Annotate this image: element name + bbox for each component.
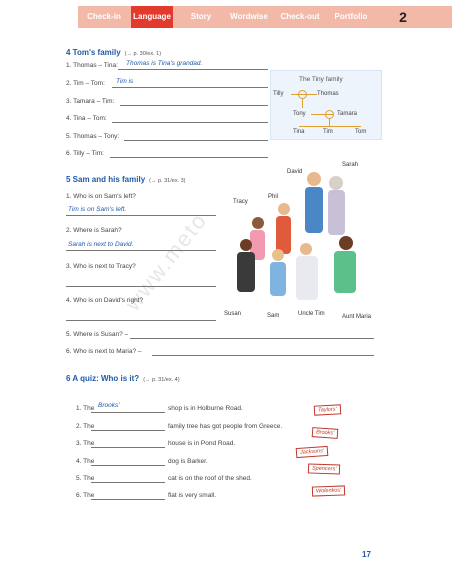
label-susan: Susan [224, 311, 242, 317]
s6-q5-pre: 5. The [76, 475, 95, 482]
s4-a2-line[interactable] [112, 87, 268, 88]
s5-a2: Sarah is next to David. [68, 241, 134, 248]
person-phil [278, 203, 290, 215]
s5-q3: 3. Who is next to Tracy? [66, 263, 136, 270]
s5-q5: 5. Where is Susan? – [66, 331, 129, 338]
s6-q1-post: shop is in Holburne Road. [168, 405, 243, 412]
s6-q4-post: dog is Barker. [168, 458, 208, 465]
section-6-heading [66, 374, 180, 383]
label-phil: Phil [268, 194, 279, 200]
family-photo [228, 163, 364, 315]
s6-a1: Brooks' [98, 402, 120, 409]
s5-a1: Tim is on Sam's left. [68, 206, 127, 213]
tab-language[interactable]: Language [131, 6, 173, 28]
person-susan [240, 239, 252, 251]
s6-q6-post: flat is very small. [168, 492, 217, 499]
person-tracy [252, 217, 264, 229]
s5-q6: 6. Who is next to Maria? – [66, 348, 142, 355]
family-tree-title: The Tiny family [299, 76, 343, 83]
tag-wolenkos: Wolenkos' [312, 485, 346, 496]
section-6-title: 6 A quiz: Who is it? [66, 374, 140, 383]
s6-a2-line[interactable] [91, 430, 165, 431]
top-bar [0, 0, 452, 30]
tree-tamara: Tamara [337, 111, 358, 117]
s6-q6-pre: 6. The [76, 492, 95, 499]
s6-q2-pre: 2. The [76, 423, 95, 430]
s4-a4-line[interactable] [112, 122, 268, 123]
tab-story[interactable]: Story [190, 12, 212, 21]
s4-q3: 3. Tamara – Tim: [66, 98, 115, 105]
family-tree [270, 70, 382, 140]
label-david: David [287, 169, 303, 175]
tab-wordwise[interactable]: Wordwise [230, 12, 268, 21]
section-6-ref: (→ p. 31/ex. 4) [143, 377, 180, 383]
section-4-heading [66, 48, 161, 57]
s6-q1-pre: 1. The [76, 405, 95, 412]
s6-q3-post: house is in Pond Road. [168, 440, 236, 447]
s4-a1-line[interactable] [118, 69, 268, 70]
section-5-title: 5 Sam and his family [66, 175, 146, 184]
s4-q2: 2. Tim – Tom: [66, 80, 105, 87]
s4-q4: 4. Tina – Tom: [66, 115, 107, 122]
s4-a2: Tim is [116, 78, 134, 85]
tag-jacksons: Jacksons' [296, 446, 329, 458]
tree-link [299, 126, 361, 127]
s4-q5: 5. Thomas – Tony: [66, 133, 120, 140]
s4-a6-line[interactable] [110, 157, 268, 158]
s4-a1: Thomas is Tina's grandad. [126, 60, 203, 67]
tree-tina: Tina [293, 129, 305, 135]
tree-tim: Tim [323, 129, 333, 135]
tree-link [329, 118, 330, 126]
tree-tilly: Tilly [273, 91, 284, 97]
s4-a5-line[interactable] [124, 140, 268, 141]
watermark: www.meto [120, 207, 213, 316]
page-number: 17 [362, 550, 371, 559]
s6-q2-post: family tree has got people from Greece. [168, 423, 283, 430]
person-sarah [329, 176, 343, 190]
tab-check-in[interactable]: Check-in [87, 12, 121, 21]
s5-a6-line[interactable] [152, 355, 374, 356]
label-sam: Sam [267, 313, 280, 319]
s5-q2: 2. Where is Sarah? [66, 227, 122, 234]
tree-thomas: Thomas [317, 91, 339, 97]
s4-a3-line[interactable] [120, 105, 268, 106]
section-5-ref: (→ p. 31/ex. 3) [149, 178, 186, 184]
tree-tony: Tony [293, 111, 306, 117]
label-uncle-tim: Uncle Tim [298, 311, 325, 317]
person-david [307, 172, 321, 186]
tree-tom: Tom [355, 129, 367, 135]
s6-a4-line[interactable] [91, 465, 165, 466]
s5-q4: 4. Who is on David's right? [66, 297, 144, 304]
label-tracy: Tracy [233, 199, 248, 205]
tag-spencers: Spencers' [308, 463, 341, 474]
section-4-title: 4 Tom's family [66, 48, 121, 57]
person-aunt-maria [339, 236, 353, 250]
s6-a6-line[interactable] [91, 499, 165, 500]
s6-q5-post: cat is on the roof of the shed. [168, 475, 252, 482]
s6-a3-line[interactable] [91, 447, 165, 448]
s5-a4-line[interactable] [66, 320, 216, 321]
unit-number: 2 [399, 9, 407, 25]
s4-q1: 1. Thomas – Tina: [66, 62, 118, 69]
s6-a1-line[interactable] [91, 412, 165, 413]
tab-check-out[interactable]: Check-out [280, 12, 320, 21]
section-5-heading [66, 175, 186, 184]
tab-portfolio[interactable]: Portfolio [334, 12, 368, 21]
person-sam [272, 249, 284, 261]
tag-brooks: Brooks' [312, 427, 339, 439]
person-uncle-tim [300, 243, 312, 255]
label-sarah: Sarah [342, 162, 359, 168]
s5-q1: 1. Who is on Sam's left? [66, 193, 136, 200]
s6-a5-line[interactable] [91, 482, 165, 483]
s5-a5-line[interactable] [130, 338, 374, 339]
section-4-ref: (→ p. 30/ex. 1) [124, 51, 162, 57]
s4-q6: 6. Tilly – Tim: [66, 150, 104, 157]
s5-a2-line[interactable] [66, 250, 216, 251]
s6-q4-pre: 4. The [76, 458, 95, 465]
s6-q3-pre: 3. The [76, 440, 95, 447]
tag-taylors: Taylors' [314, 404, 341, 415]
tree-link [302, 98, 303, 108]
label-aunt-maria: Aunt Maria [342, 314, 372, 320]
